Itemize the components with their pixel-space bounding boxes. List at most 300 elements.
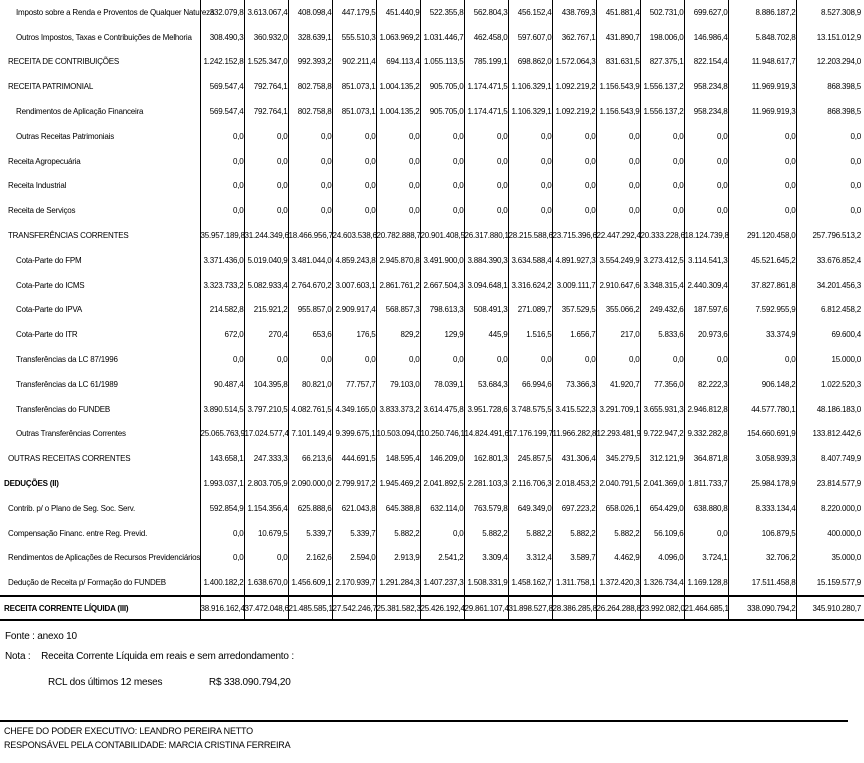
- value-cell: 56.109,6: [640, 521, 684, 546]
- value-cell: 3.748.575,5: [508, 397, 552, 422]
- value-cell: 1.004.135,2: [376, 99, 420, 124]
- value-cell: 3.634.588,4: [508, 248, 552, 273]
- value-cell: 32.706,2: [728, 546, 796, 571]
- value-cell: 48.186.183,0: [816, 404, 861, 414]
- row-label: Cota-Parte do ICMS: [0, 273, 200, 298]
- value-cell: 431.890,7: [596, 25, 640, 50]
- value-cell: 2.041.892,5: [420, 471, 464, 496]
- value-cell: 312.121,9: [640, 446, 684, 471]
- value-cell: 5.882,2: [376, 521, 420, 546]
- value-cell: 4.082.761,5: [288, 397, 332, 422]
- table-row: [0, 223, 864, 248]
- value-cell: 2.116.706,3: [508, 471, 552, 496]
- value-cell: 1.169.128,8: [684, 570, 728, 596]
- rcl-12-months-value: R$ 338.090.794,20: [208, 677, 291, 688]
- value-cell: 562.804,3: [464, 0, 508, 25]
- value-cell: 25.065.763,9: [200, 422, 244, 447]
- value-cell: 2.946.812,8: [684, 397, 728, 422]
- value-cell: 1.022.520,3: [820, 379, 861, 389]
- value-cell: 1.572.064,3: [552, 50, 596, 75]
- value-cell: 2.909.917,4: [332, 298, 376, 323]
- value-cell: 6.812.458,2: [820, 305, 861, 315]
- value-cell: 431.306,4: [552, 446, 596, 471]
- value-cell: 5.833,6: [640, 322, 684, 347]
- value-cell: 0,0: [420, 347, 464, 372]
- row-label: RECEITA DE CONTRIBUIÇÕES: [0, 50, 200, 75]
- value-cell: 3.316.624,2: [508, 273, 552, 298]
- value-cell: 1.174.471,5: [464, 74, 508, 99]
- value-cell: 20.973,6: [684, 322, 728, 347]
- value-cell: 5.339,7: [288, 521, 332, 546]
- value-cell: 28.215.588,6: [508, 223, 552, 248]
- value-cell: 23.814.577,9: [816, 479, 861, 489]
- row-label: Compensação Financ. entre Reg. Previd.: [0, 521, 200, 546]
- value-cell: 2.162,6: [288, 546, 332, 571]
- value-cell: 1.525.347,0: [244, 50, 288, 75]
- value-cell: 2.861.761,2: [376, 273, 420, 298]
- value-cell: 0,0: [332, 174, 376, 199]
- value-cell: 33.374,9: [728, 322, 796, 347]
- value-cell: 0,0: [640, 174, 684, 199]
- value-cell: 247.333,3: [244, 446, 288, 471]
- value-cell: 1.993.037,1: [200, 471, 244, 496]
- value-cell: 0,0: [244, 174, 288, 199]
- value-cell: 0,0: [684, 124, 728, 149]
- value-cell: 37.827.861,8: [728, 273, 796, 298]
- value-cell: 33.676.852,4: [816, 255, 861, 265]
- value-cell: 26.317.880,1: [464, 223, 508, 248]
- value-cell: 447.179,5: [332, 0, 376, 25]
- value-cell: 90.487,4: [200, 372, 244, 397]
- value-cell: 1.092.219,2: [552, 74, 596, 99]
- value-cell: 15.159.577,9: [816, 578, 861, 588]
- value-cell: 1.372.420,3: [596, 570, 640, 596]
- value-cell: 10.250.746,1: [420, 422, 464, 447]
- value-cell: 15.000,0: [831, 355, 861, 365]
- value-cell: 66.213,6: [288, 446, 332, 471]
- table-row: [0, 496, 864, 521]
- row-label: Dedução de Receita p/ Formação do FUNDEB: [0, 570, 200, 596]
- table-row: [0, 99, 864, 124]
- table-row: [0, 322, 864, 347]
- value-cell: 12.293.481,9: [596, 422, 640, 447]
- value-cell: 25.426.192,4: [420, 596, 464, 620]
- value-cell: 154.660.691,9: [728, 422, 796, 447]
- value-cell: 1.638.670,0: [244, 570, 288, 596]
- value-cell: 829,2: [376, 322, 420, 347]
- value-cell: 408.098,4: [288, 0, 332, 25]
- value-cell: 0,0: [376, 124, 420, 149]
- row-label: RECEITA PATRIMONIAL: [0, 74, 200, 99]
- value-cell: 632.114,0: [420, 496, 464, 521]
- value-cell: 0,0: [332, 347, 376, 372]
- value-cell: 0,0: [200, 521, 244, 546]
- value-cell: 0,0: [596, 347, 640, 372]
- value-cell: 22.447.292,4: [596, 223, 640, 248]
- value-cell: 0,0: [508, 174, 552, 199]
- value-cell: 763.579,8: [464, 496, 508, 521]
- row-label: Receita Industrial: [0, 174, 200, 199]
- value-cell: 17.024.577,4: [244, 422, 288, 447]
- value-cell: 8.333.134,4: [728, 496, 796, 521]
- value-cell: 569.547,4: [200, 99, 244, 124]
- value-cell: 355.066,2: [596, 298, 640, 323]
- value-cell: 31.898.527,8: [508, 596, 552, 620]
- value-cell: 1.811.733,7: [684, 471, 728, 496]
- value-cell: 0,0: [596, 124, 640, 149]
- value-cell: 0,0: [640, 124, 684, 149]
- row-label: Cota-Parte do FPM: [0, 248, 200, 273]
- value-cell: 451.881,4: [596, 0, 640, 25]
- value-cell: 25.381.582,3: [376, 596, 420, 620]
- table-row: [0, 570, 864, 596]
- value-cell: 2.799.917,2: [332, 471, 376, 496]
- value-cell: 146.209,0: [420, 446, 464, 471]
- value-cell: 851.073,1: [332, 74, 376, 99]
- note-prefix: Nota :: [5, 651, 31, 662]
- value-cell: 0,0: [552, 149, 596, 174]
- value-cell: 20.782.888,7: [376, 223, 420, 248]
- table-row: [0, 446, 864, 471]
- value-cell: 34.201.456,3: [816, 280, 861, 290]
- value-cell: 0,0: [464, 347, 508, 372]
- value-cell: 79.103,0: [376, 372, 420, 397]
- row-label: Imposto sobre a Renda e Proventos de Qualquer Natureza: [0, 0, 200, 25]
- value-cell: 0,0: [420, 198, 464, 223]
- value-cell: 2.440.309,4: [684, 273, 728, 298]
- value-cell: 4.891.927,3: [552, 248, 596, 273]
- value-cell: 26.264.288,8: [596, 596, 640, 620]
- value-cell: 0,0: [376, 174, 420, 199]
- value-cell: 2.090.000,0: [288, 471, 332, 496]
- value-cell: 698.862,0: [508, 50, 552, 75]
- value-cell: 0,0: [288, 174, 332, 199]
- value-cell: 0,0: [728, 174, 796, 199]
- value-cell: 215.921,2: [244, 298, 288, 323]
- value-cell: 456.152,4: [508, 0, 552, 25]
- value-cell: 104.395,8: [244, 372, 288, 397]
- value-cell: 12.203.294,0: [816, 57, 861, 67]
- value-cell: 66.994,6: [508, 372, 552, 397]
- value-cell: 1.311.758,1: [552, 570, 596, 596]
- value-cell: 0,0: [332, 124, 376, 149]
- value-cell: 400.000,0: [827, 528, 861, 538]
- value-cell: 2.945.870,8: [376, 248, 420, 273]
- value-cell: 345.910.280,7: [796, 596, 864, 620]
- value-cell: 3.951.728,6: [464, 397, 508, 422]
- value-cell: 176,5: [332, 322, 376, 347]
- row-label: Receita Agropecuária: [0, 149, 200, 174]
- value-cell: 438.769,3: [552, 0, 596, 25]
- value-cell: 9.722.947,2: [640, 422, 684, 447]
- value-cell: 802.758,8: [288, 99, 332, 124]
- value-cell: 357.529,5: [552, 298, 596, 323]
- value-cell: 1.106.329,1: [508, 74, 552, 99]
- value-cell: 1.656,7: [552, 322, 596, 347]
- value-cell: 31.244.349,6: [244, 223, 288, 248]
- table-row: [0, 50, 864, 75]
- value-cell: 502.731,0: [640, 0, 684, 25]
- value-cell: 0,0: [684, 521, 728, 546]
- value-cell: 694.113,4: [376, 50, 420, 75]
- value-cell: 5.339,7: [332, 521, 376, 546]
- value-cell: 3.833.373,2: [376, 397, 420, 422]
- value-cell: 822.154,4: [684, 50, 728, 75]
- value-cell: 0,0: [508, 124, 552, 149]
- table-row: [0, 198, 864, 223]
- note-line: [5, 651, 294, 662]
- table-row: [0, 273, 864, 298]
- value-cell: 653,6: [288, 322, 332, 347]
- value-cell: 0,0: [640, 198, 684, 223]
- value-cell: 80.821,0: [288, 372, 332, 397]
- value-cell: 831.631,5: [596, 50, 640, 75]
- value-cell: 905.705,0: [420, 74, 464, 99]
- value-cell: 1.242.152,8: [200, 50, 244, 75]
- value-cell: 992.393,2: [288, 50, 332, 75]
- value-cell: 3.797.210,5: [244, 397, 288, 422]
- value-cell: 2.018.453,2: [552, 471, 596, 496]
- value-cell: 28.386.285,8: [552, 596, 596, 620]
- value-cell: 0,0: [850, 181, 861, 191]
- value-cell: 3.007.603,1: [332, 273, 376, 298]
- executive-chief: CHEFE DO PODER EXECUTIVO: LEANDRO PEREIRA NETTO: [4, 726, 253, 736]
- value-cell: 1.945.469,2: [376, 471, 420, 496]
- value-cell: 345.279,5: [596, 446, 640, 471]
- value-cell: 906.148,2: [728, 372, 796, 397]
- value-cell: 3.655.931,3: [640, 397, 684, 422]
- row-label: Contrib. p/ o Plano de Seg. Soc. Serv.: [0, 496, 200, 521]
- value-cell: 21.464.685,1: [684, 596, 728, 620]
- value-cell: 1.004.135,2: [376, 74, 420, 99]
- value-cell: 5.882,2: [596, 521, 640, 546]
- table-row: [0, 471, 864, 496]
- value-cell: 1.556.137,2: [640, 74, 684, 99]
- row-label: TRANSFERÊNCIAS CORRENTES: [0, 223, 200, 248]
- value-cell: 4.462,9: [596, 546, 640, 571]
- value-cell: 0,0: [244, 198, 288, 223]
- value-cell: 9.399.675,1: [332, 422, 376, 447]
- value-cell: 0,0: [850, 131, 861, 141]
- value-cell: 1.031.446,7: [420, 25, 464, 50]
- value-cell: 0,0: [420, 124, 464, 149]
- value-cell: 362.767,1: [552, 25, 596, 50]
- value-cell: 0,0: [728, 347, 796, 372]
- value-cell: 0,0: [728, 124, 796, 149]
- value-cell: 785.199,1: [464, 50, 508, 75]
- value-cell: 35.000,0: [831, 553, 861, 563]
- value-cell: 1.291.284,3: [376, 570, 420, 596]
- table-row: [0, 372, 864, 397]
- value-cell: 129,9: [420, 322, 464, 347]
- value-cell: 5.882,2: [552, 521, 596, 546]
- table-row: [0, 124, 864, 149]
- value-cell: 328.639,1: [288, 25, 332, 50]
- value-cell: 1.400.182,2: [200, 570, 244, 596]
- value-cell: 905.705,0: [420, 99, 464, 124]
- table-row: [0, 25, 864, 50]
- value-cell: 868.398,5: [827, 82, 861, 92]
- value-cell: 851.073,1: [332, 99, 376, 124]
- table-row: [0, 521, 864, 546]
- value-cell: 0,0: [684, 198, 728, 223]
- value-cell: 245.857,5: [508, 446, 552, 471]
- value-cell: 0,0: [200, 174, 244, 199]
- value-cell: 77.356,0: [640, 372, 684, 397]
- value-cell: 0,0: [684, 347, 728, 372]
- value-cell: 568.857,3: [376, 298, 420, 323]
- table-row: [0, 0, 864, 25]
- value-cell: 0,0: [728, 149, 796, 174]
- value-cell: 955.857,0: [288, 298, 332, 323]
- value-cell: 5.882,2: [508, 521, 552, 546]
- value-cell: 11.948.617,7: [728, 50, 796, 75]
- value-cell: 37.472.048,6: [244, 596, 288, 620]
- table-row: [0, 397, 864, 422]
- value-cell: 14.824.491,6: [464, 422, 508, 447]
- value-cell: 3.554.249,9: [596, 248, 640, 273]
- value-cell: 3.348.315,4: [640, 273, 684, 298]
- value-cell: 592.854,9: [200, 496, 244, 521]
- value-cell: 3.371.436,0: [200, 248, 244, 273]
- value-cell: 0,0: [640, 347, 684, 372]
- value-cell: 10.503.094,0: [376, 422, 420, 447]
- value-cell: 3.491.900,0: [420, 248, 464, 273]
- value-cell: 364.871,8: [684, 446, 728, 471]
- value-cell: 270,4: [244, 322, 288, 347]
- value-cell: 638.880,8: [684, 496, 728, 521]
- value-cell: 0,0: [288, 198, 332, 223]
- value-cell: 2.541,2: [420, 546, 464, 571]
- row-label: Transferências da LC 87/1996: [0, 347, 200, 372]
- value-cell: 508.491,3: [464, 298, 508, 323]
- value-cell: 0,0: [464, 198, 508, 223]
- row-label: Cota-Parte do IPVA: [0, 298, 200, 323]
- value-cell: 0,0: [288, 347, 332, 372]
- value-cell: 146.986,4: [684, 25, 728, 50]
- value-cell: 5.082.933,4: [244, 273, 288, 298]
- value-cell: 44.577.780,1: [728, 397, 796, 422]
- value-cell: 0,0: [552, 347, 596, 372]
- value-cell: 0,0: [508, 347, 552, 372]
- value-cell: 2.803.705,9: [244, 471, 288, 496]
- value-cell: 1.326.734,4: [640, 570, 684, 596]
- value-cell: 1.154.356,4: [244, 496, 288, 521]
- value-cell: 4.096,0: [640, 546, 684, 571]
- value-cell: 18.124.739,8: [684, 223, 728, 248]
- value-cell: 20.901.408,5: [420, 223, 464, 248]
- value-cell: 143.658,1: [200, 446, 244, 471]
- value-cell: 308.490,3: [200, 25, 244, 50]
- value-cell: 2.040.791,5: [596, 471, 640, 496]
- value-cell: 214.582,8: [200, 298, 244, 323]
- value-cell: 1.456.609,1: [288, 570, 332, 596]
- source-note: Fonte : anexo 10: [5, 631, 77, 642]
- row-label: RECEITA CORRENTE LÍQUIDA (III): [0, 596, 200, 620]
- value-cell: 148.595,4: [376, 446, 420, 471]
- value-cell: 0,0: [420, 174, 464, 199]
- value-cell: 1.106.329,1: [508, 99, 552, 124]
- value-cell: 0,0: [684, 174, 728, 199]
- value-cell: 0,0: [596, 174, 640, 199]
- value-cell: 5.848.702,8: [728, 25, 796, 50]
- value-cell: 3.058.939,3: [728, 446, 796, 471]
- value-cell: 8.527.308,9: [820, 7, 861, 17]
- value-cell: 1.063.969,2: [376, 25, 420, 50]
- value-cell: 0,0: [464, 124, 508, 149]
- value-cell: 699.627,0: [684, 0, 728, 25]
- value-cell: 3.589,7: [552, 546, 596, 571]
- value-cell: 2.594,0: [332, 546, 376, 571]
- value-cell: 827.375,1: [640, 50, 684, 75]
- value-cell: 20.333.228,6: [640, 223, 684, 248]
- table-row: [0, 174, 864, 199]
- rcl-12-months: [48, 677, 291, 688]
- value-cell: 0,0: [596, 198, 640, 223]
- value-cell: 621.043,8: [332, 496, 376, 521]
- value-cell: 0,0: [508, 198, 552, 223]
- value-cell: 654.429,0: [640, 496, 684, 521]
- value-cell: 8.220.000,0: [820, 503, 861, 513]
- value-cell: 17.176.199,7: [508, 422, 552, 447]
- value-cell: 569.547,4: [200, 74, 244, 99]
- value-cell: 1.092.219,2: [552, 99, 596, 124]
- value-cell: 798.613,3: [420, 298, 464, 323]
- value-cell: 3.323.733,2: [200, 273, 244, 298]
- value-cell: 0,0: [684, 149, 728, 174]
- value-cell: 23.992.082,0: [640, 596, 684, 620]
- value-cell: 69.600,4: [831, 330, 861, 340]
- value-cell: 11.969.919,3: [728, 74, 796, 99]
- value-cell: 249.432,6: [640, 298, 684, 323]
- value-cell: 444.691,5: [332, 446, 376, 471]
- value-cell: 625.888,6: [288, 496, 332, 521]
- value-cell: 3.481.044,0: [288, 248, 332, 273]
- value-cell: 0,0: [850, 156, 861, 166]
- row-label: Transferências da LC 61/1989: [0, 372, 200, 397]
- row-label: Rendimentos de Aplicação Financeira: [0, 99, 200, 124]
- table-row: [0, 74, 864, 99]
- value-cell: 187.597,6: [684, 298, 728, 323]
- value-cell: 11.969.919,3: [728, 99, 796, 124]
- value-cell: 2.281.103,3: [464, 471, 508, 496]
- value-cell: 802.758,8: [288, 74, 332, 99]
- value-cell: 3.273.412,5: [640, 248, 684, 273]
- value-cell: 792.764,1: [244, 99, 288, 124]
- value-cell: 462.458,0: [464, 25, 508, 50]
- value-cell: 291.120.458,0: [728, 223, 796, 248]
- value-cell: 1.407.237,3: [420, 570, 464, 596]
- table-row: [0, 546, 864, 571]
- value-cell: 0,0: [244, 546, 288, 571]
- value-cell: 78.039,1: [420, 372, 464, 397]
- table-row: [0, 149, 864, 174]
- row-label: Cota-Parte do ITR: [0, 322, 200, 347]
- value-cell: 0,0: [288, 124, 332, 149]
- value-cell: 217,0: [596, 322, 640, 347]
- value-cell: 25.984.178,9: [728, 471, 796, 496]
- row-label: Receita de Serviços: [0, 198, 200, 223]
- total-row: [0, 596, 864, 620]
- value-cell: 271.089,7: [508, 298, 552, 323]
- value-cell: 360.932,0: [244, 25, 288, 50]
- value-cell: 0,0: [552, 124, 596, 149]
- value-cell: 4.859.243,8: [332, 248, 376, 273]
- value-cell: 555.510,3: [332, 25, 376, 50]
- value-cell: 1.458.162,7: [508, 570, 552, 596]
- value-cell: 0,0: [376, 198, 420, 223]
- value-cell: 0,0: [200, 149, 244, 174]
